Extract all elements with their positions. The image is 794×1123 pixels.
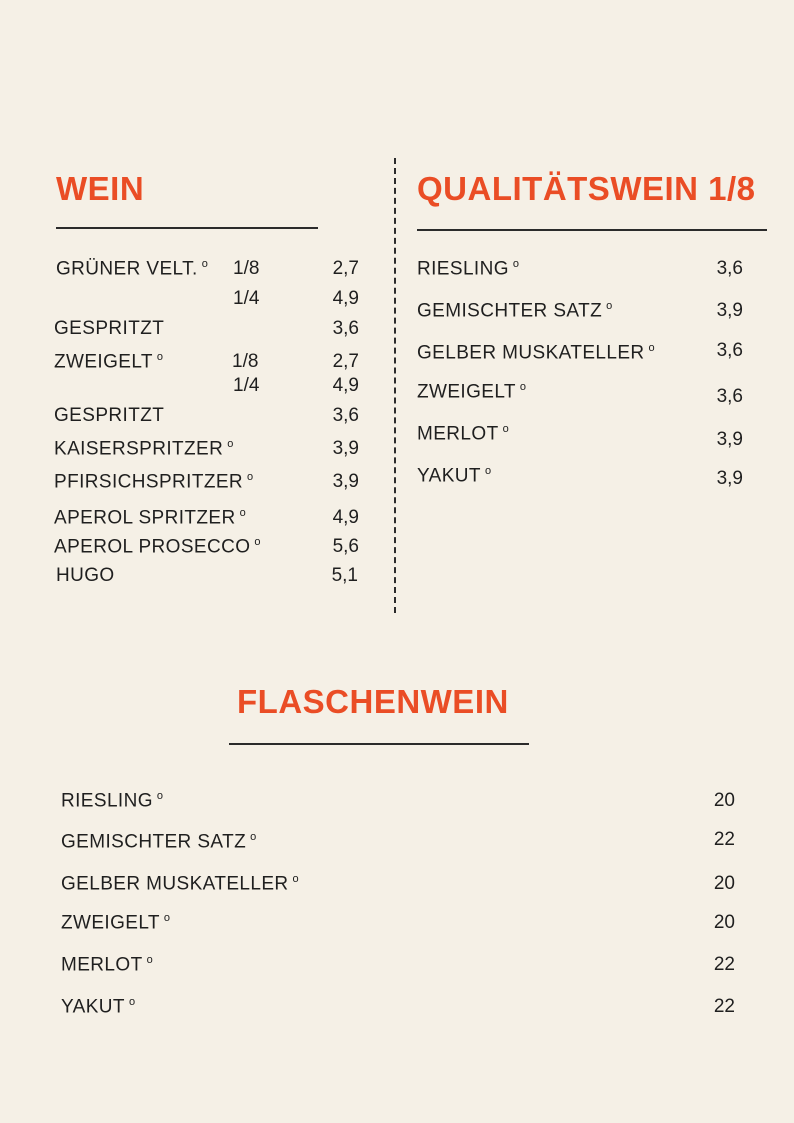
flaschenwein-title: FLASCHENWEIN xyxy=(237,683,509,720)
item-name: GELBER MUSKATELLER xyxy=(417,342,645,364)
item-name: GELBER MUSKATELLER xyxy=(61,873,289,895)
item-size: 1/8 xyxy=(233,258,260,279)
circle-mark-icon: o xyxy=(146,954,154,966)
item-price: 5,6 xyxy=(332,536,359,557)
item-name: GESPRITZT xyxy=(54,318,165,339)
item-name: ZWEIGELT xyxy=(417,381,516,403)
circle-mark-icon: o xyxy=(156,790,164,802)
item-name: GEMISCHTER SATZ xyxy=(417,300,603,322)
item-name: KAISERSPRITZER xyxy=(54,438,224,460)
wein-title-rule xyxy=(56,227,318,229)
item-price: 2,7 xyxy=(332,258,359,279)
item-name: YAKUT xyxy=(417,465,481,487)
flaschenwein-title-rule xyxy=(229,743,529,745)
item-name: MERLOT xyxy=(417,423,499,445)
item-price: 3,6 xyxy=(716,386,743,407)
item-price: 3,9 xyxy=(716,468,743,489)
item-size: 1/8 xyxy=(232,351,259,372)
item-name: GEMISCHTER SATZ xyxy=(61,831,247,853)
wein-title: WEIN xyxy=(56,170,145,207)
item-price: 4,9 xyxy=(332,288,359,309)
item-name: ZWEIGELT xyxy=(54,351,153,373)
item-name: HUGO xyxy=(56,565,115,586)
item-price: 3,6 xyxy=(716,340,743,361)
item-name: GESPRITZT xyxy=(54,405,165,426)
circle-mark-icon: o xyxy=(519,381,527,393)
qualitaetswein-title: QUALITÄTSWEIN 1/8 xyxy=(417,170,756,207)
circle-mark-icon: o xyxy=(512,258,520,270)
item-name: APEROL SPRITZER xyxy=(54,507,236,529)
item-size: 1/4 xyxy=(233,375,260,396)
item-name: YAKUT xyxy=(61,996,125,1018)
item-price: 3,9 xyxy=(332,438,359,459)
item-price: 5,1 xyxy=(331,565,358,586)
item-price: 3,6 xyxy=(332,405,359,426)
circle-mark-icon: o xyxy=(163,912,171,924)
item-price: 3,9 xyxy=(716,300,743,321)
circle-mark-icon: o xyxy=(250,831,257,843)
item-name: PFIRSICHSPRITZER xyxy=(54,471,244,493)
circle-mark-icon: o xyxy=(502,423,510,435)
circle-mark-icon: o xyxy=(254,536,261,548)
circle-mark-icon: o xyxy=(484,465,492,477)
item-name: APEROL PROSECCO xyxy=(54,536,251,558)
circle-mark-icon: o xyxy=(156,351,164,363)
item-name: RIESLING xyxy=(61,790,153,812)
circle-mark-icon: o xyxy=(128,996,136,1008)
item-price: 3,6 xyxy=(332,318,359,339)
item-price: 20 xyxy=(713,912,735,933)
circle-mark-icon: o xyxy=(292,873,300,885)
item-name: GRÜNER VELT. xyxy=(56,258,198,280)
circle-mark-icon: o xyxy=(227,438,234,450)
qualitaetswein-title-rule xyxy=(417,229,767,231)
item-price: 2,7 xyxy=(332,351,359,372)
item-size: 1/4 xyxy=(233,288,260,309)
item-price: 22 xyxy=(713,829,735,850)
item-name: RIESLING xyxy=(417,258,509,280)
item-price: 20 xyxy=(713,873,735,894)
item-price: 4,9 xyxy=(332,507,359,528)
circle-mark-icon: o xyxy=(648,342,656,354)
circle-mark-icon: o xyxy=(201,258,209,270)
item-price: 22 xyxy=(713,954,735,975)
item-price: 3,9 xyxy=(332,471,359,492)
item-price: 4,9 xyxy=(332,375,359,396)
circle-mark-icon: o xyxy=(247,471,254,483)
column-divider xyxy=(394,158,396,613)
item-price: 22 xyxy=(713,996,735,1017)
item-name: MERLOT xyxy=(61,954,143,976)
item-price: 3,9 xyxy=(716,429,743,450)
circle-mark-icon: o xyxy=(239,507,247,519)
circle-mark-icon: o xyxy=(606,300,613,312)
item-price: 20 xyxy=(713,790,735,811)
item-price: 3,6 xyxy=(716,258,743,279)
item-name: ZWEIGELT xyxy=(61,912,160,934)
